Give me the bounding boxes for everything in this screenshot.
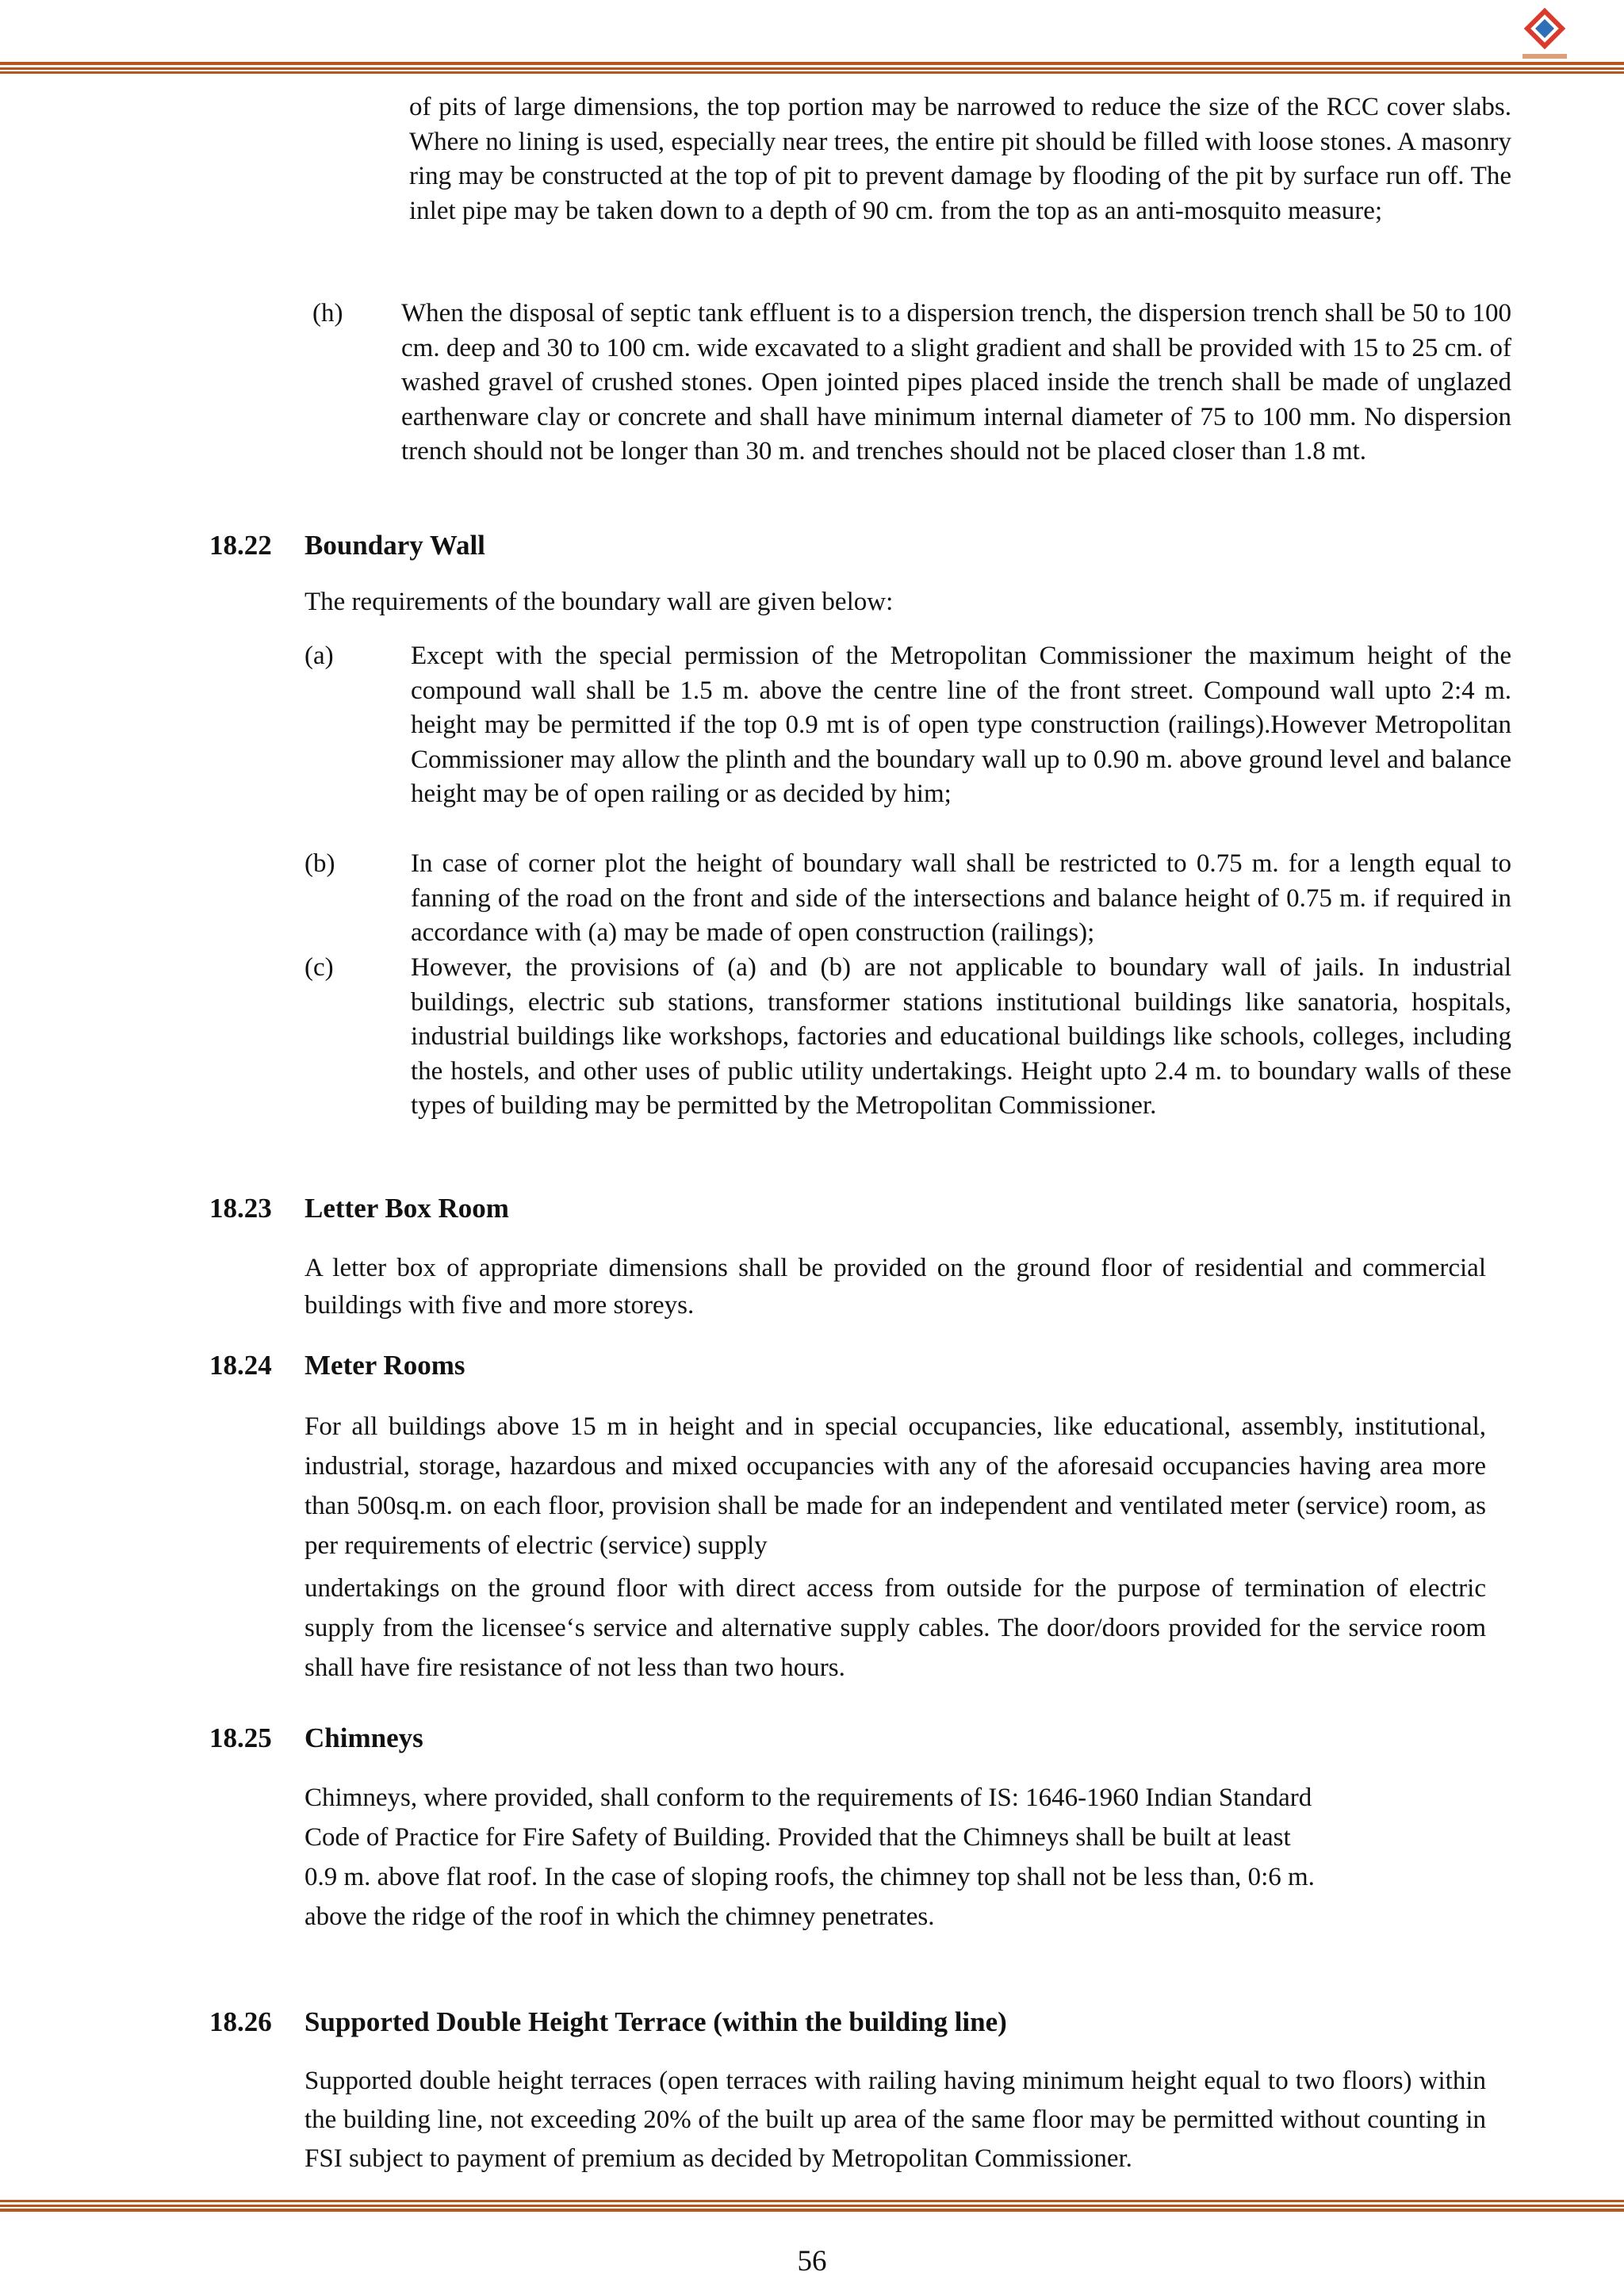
section-body [304, 1778, 1510, 1937]
section-body: A letter box of appropriate dimensions shall be provided on the ground floor of residential and commercial buildings with five and more storeys. [304, 1254, 1486, 1320]
list-item-b [304, 847, 1511, 951]
list-marker: (a) [304, 642, 334, 670]
body-line: above the ridge of the roof in which the chimney penetrates. [304, 1902, 935, 1931]
section-title: Letter Box Room [304, 1193, 509, 1224]
list-item-text: When the disposal of septic tank effluent is to a dispersion trench, the dispersion trench shall be 50 to 100 cm. deep and 30 to 100 cm. wide excavated to a slight gradient and shall be provided with 15 to 25 cm. of washed gravel of crushed stones. Open jointed pipes placed inside the trench shall be made of unglazed earthenware clay or concrete and shall have minimum internal diameter of 75 to 100 mm. No dispersion trench should not be longer than 30 m. and trenches should not be placed closer than 1.8 mt. [401, 299, 1511, 466]
footer-rule [0, 2200, 1624, 2213]
list-item-a [304, 639, 1511, 847]
list-item-text: In case of corner plot the height of boundary wall shall be restricted to 0.75 m. for a length equal to fanning of the road on the front and side of the intersections and balance height of 0.75 m. if required in accordance with (a) may be made of open construction (railings); [411, 849, 1511, 947]
section-body: Supported double height terraces (open terraces with railing having minimum height equal to two floors) within the building line, not exceeding 20% of the built up area of the same floor may be permitted without counting in FSI subject to payment of premium as decided by Metropolitan Commissioner. [304, 2067, 1486, 2173]
section-intro: The requirements of the boundary wall are given below: [304, 588, 894, 616]
section-title: Supported Double Height Terrace (within the building line) [304, 2006, 1007, 2037]
body-line: Chimneys, where provided, shall conform to the requirements of IS: 1646-1960 Indian Standard [304, 1784, 1312, 1812]
list-marker: (b) [304, 849, 335, 878]
section-body-part-1: For all buildings above 15 m in height and in special occupancies, like educational, assembly, institutional, industrial, storage, hazardous and mixed occupancies with any of the aforesaid occupancies having area more than 500sq.m. on each floor, provision shall be made for an independent and ventilated meter (service) room, as per requirements of electric (service) supply [304, 1412, 1486, 1560]
section-number: 18.24 [209, 1350, 272, 1381]
list-item-text: However, the provisions of (a) and (b) are not applicable to boundary wall of jails. In industrial buildings, electric sub stations, transformer stations institutional buildings like sanatoria, hospitals, industrial buildings like workshops, factories and educational buildings like schools, colleges, including the hostels, and other uses of public utility undertakings. Height upto 2.4 m. to boundary walls of these types of building may be permitted by the Metropolitan Commissioner. [411, 953, 1511, 1120]
header-rule [0, 62, 1624, 75]
page-number: 56 [797, 2245, 827, 2278]
brand-logo-icon [1513, 8, 1576, 65]
section-number: 18.25 [209, 1722, 272, 1753]
section-number: 18.23 [209, 1193, 272, 1224]
section-number: 18.22 [209, 530, 272, 561]
body-line: Code of Practice for Fire Safety of Building. Provided that the Chimneys shall be built at least [304, 1823, 1291, 1852]
section-title: Boundary Wall [304, 530, 485, 561]
section-title: Chimneys [304, 1722, 423, 1753]
section-number: 18.26 [209, 2006, 272, 2037]
list-item-h [312, 297, 1511, 504]
list-item-text: Except with the special permission of the Metropolitan Commissioner the maximum height of the compound wall shall be 1.5 m. above the centre line of the front street. Compound wall upto 2:4 m. height may be permitted if the top 0.9 mt is of open type construction (railings).However Metropolitan Commissioner may allow the plinth and the boundary wall up to 0.90 m. above ground level and balance height may be of open railing or as decided by him; [411, 642, 1511, 808]
list-marker: (h) [312, 299, 343, 328]
section-title: Meter Rooms [304, 1350, 465, 1381]
section-body-part-2: undertakings on the ground floor with direct access from outside for the purpose of termination of electric supply from the licensee‘s service and alternative supply cables. The door/doors provided for the service room shall have fire resistance of not less than two hours. [304, 1574, 1486, 1682]
list-marker: (c) [304, 953, 334, 982]
list-item-c [304, 951, 1511, 1159]
body-line: 0.9 m. above flat roof. In the case of sloping roofs, the chimney top shall not be less than, 0:6 m. [304, 1863, 1315, 1891]
continuation-paragraph: of pits of large dimensions, the top portion may be narrowed to reduce the size of the RCC cover slabs. Where no lining is used, especially near trees, the entire pit should be filled with loose stones. A masonry ring may be constructed at the top of pit to prevent damage by flooding of the pit by surface run off. The inlet pipe may be taken down to a depth of 90 cm. from the top as an anti-mosquito measure; [409, 93, 1511, 225]
